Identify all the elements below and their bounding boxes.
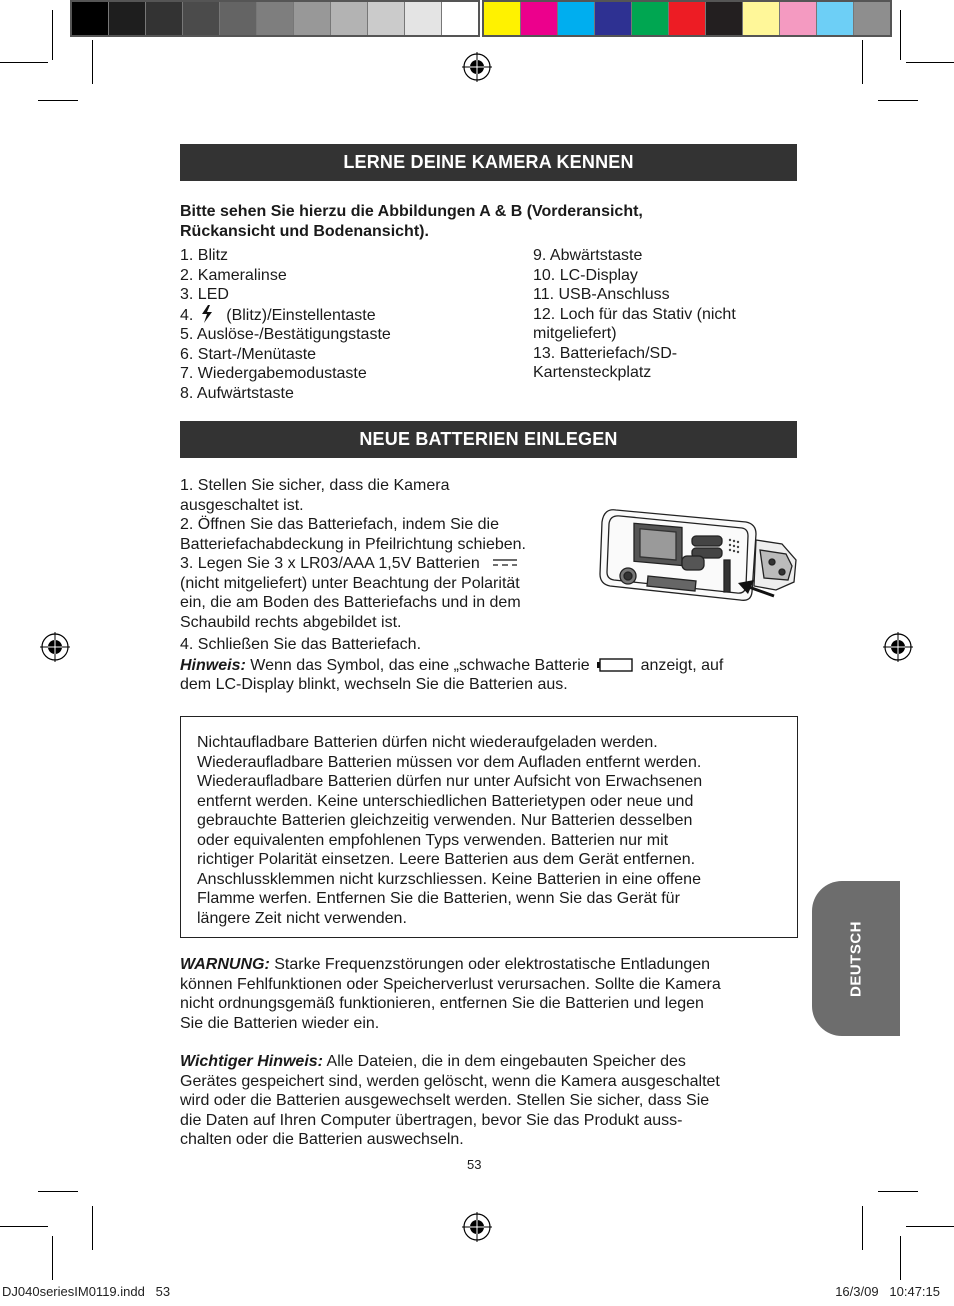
battery-safety-box [180, 716, 798, 938]
crop-mark [92, 1206, 93, 1250]
crop-mark [900, 1236, 901, 1280]
step-line: 4. Schließen Sie das Batteriefach. [180, 636, 422, 653]
language-tab [812, 881, 900, 1036]
step-line: Batteriefachabdeckung in Pfeilrichtung schieben. [180, 535, 526, 553]
color-swatch [557, 2, 594, 35]
crop-mark [38, 1191, 78, 1192]
color-swatch [367, 2, 404, 35]
process-color-bar [482, 0, 892, 37]
safety-line: Nichtaufladbare Batterien dürfen nicht wiederaufgeladen werden. [197, 734, 658, 751]
crop-mark [52, 1236, 53, 1280]
registration-mark-icon [462, 1212, 492, 1242]
safety-line: Wiederaufladbare Batterien dürfen nur unter Aufsicht von Erwachsenen [197, 773, 703, 790]
registration-mark-icon [40, 632, 70, 662]
hint-line: dem LC-Display blinkt, wechseln Sie die Batterien aus. [180, 676, 568, 693]
hint-line [180, 656, 723, 676]
list-item: Kartensteckplatz [533, 364, 652, 381]
step-line: 1. Stellen Sie sicher, dass die Kamera [180, 477, 450, 494]
list-item: 1. Blitz [180, 247, 229, 264]
list-item: 5. Auslöse-/Bestätigungstaste [180, 326, 391, 343]
list-item: mitgeliefert) [533, 325, 617, 342]
important-line: wird oder die Batterien ausgewechselt werden. Stellen Sie sicher, dass Sie [180, 1092, 710, 1109]
warning-paragraph [180, 955, 721, 1033]
step-line: 3. Legen Sie 3 x LR03/AAA 1,5V Batterien [180, 555, 480, 572]
list-item: 2. Kameralinse [180, 266, 287, 284]
list-item: 8. Aufwärtstaste [180, 384, 294, 402]
registration-mark-icon [462, 52, 492, 82]
crop-mark [52, 10, 53, 60]
crop-mark [906, 1226, 954, 1227]
safety-line: Flamme werfen. Entfernen Sie die Batterien, wenn Sie das Gerät für [197, 890, 680, 907]
dc-symbol-icon [492, 557, 518, 567]
color-swatch [816, 2, 853, 35]
flash-icon [200, 305, 214, 323]
footer-timestamp: 16/3/09 10:47:15 [835, 1284, 940, 1299]
color-swatch [293, 2, 330, 35]
color-swatch [853, 2, 890, 35]
crop-mark [878, 100, 918, 101]
language-tab-label: DEUTSCH [847, 920, 865, 998]
section-header-camera: LERNE DEINE KAMERA KENNEN [180, 144, 797, 181]
crop-mark [906, 62, 954, 63]
list-item: 13. Batteriefach/SD- [533, 344, 678, 362]
camera-battery-illustration [596, 500, 802, 606]
warning-line [180, 955, 721, 975]
list-item: 12. Loch für das Stativ (nicht [533, 305, 736, 323]
warning-line: Sie die Batterien wieder ein. [180, 1014, 380, 1032]
color-swatch [779, 2, 816, 35]
low-battery-icon [596, 658, 634, 672]
color-swatch [108, 2, 145, 35]
intro-text [180, 202, 800, 241]
color-swatch [145, 2, 182, 35]
important-line [180, 1052, 720, 1072]
list-item: 9. Abwärtstaste [533, 247, 643, 264]
list-item: 6. Start-/Menütaste [180, 345, 317, 363]
grayscale-color-bar [70, 0, 480, 37]
hint-label: Hinweis: [180, 656, 246, 674]
safety-text [197, 733, 702, 928]
crop-mark [862, 40, 863, 84]
color-swatch [256, 2, 293, 35]
step-line: Schaubild rechts abgebildet ist. [180, 613, 402, 631]
safety-line: Wiederaufladbare Batterien müssen vor dem Aufladen entfernt werden. [197, 753, 702, 771]
hint-text: anzeigt, auf [640, 656, 724, 674]
crop-mark [862, 1206, 863, 1250]
safety-line: längere Zeit nicht verwenden. [197, 909, 407, 927]
color-swatch [520, 2, 557, 35]
color-swatch [631, 2, 668, 35]
crop-mark [900, 10, 901, 60]
crop-mark [38, 100, 78, 101]
color-swatch [705, 2, 742, 35]
intro-line: Bitte sehen Sie hierzu die Abbildungen A & B (Vorderansicht, [180, 203, 643, 220]
important-paragraph [180, 1052, 720, 1150]
color-swatch [484, 2, 520, 35]
parts-list-left [180, 246, 391, 403]
list-item-label: (Blitz)/Einstellentaste [226, 306, 376, 324]
step-line: 2. Öffnen Sie das Batteriefach, indem Sie die [180, 516, 500, 533]
warning-line: können Fehlfunktionen oder Speicherverlust verursachen. Sollte die Kamera [180, 975, 721, 993]
step-line: ausgeschaltet ist. [180, 496, 304, 514]
safety-line: Anschlussklemmen nicht kurzschliessen. Keine Batterien in eine offene [197, 870, 701, 888]
color-swatch [72, 2, 108, 35]
crop-mark [0, 1226, 48, 1227]
step-line: ein, die am Boden des Batteriefachs und in dem [180, 594, 521, 611]
safety-line: entfernt werden. Keine unterschiedlichen Batterietypen oder neue und [197, 792, 694, 810]
safety-line: richtiger Polarität einsetzen. Leere Batterien aus dem Gerät entfernen. [197, 851, 696, 868]
color-swatch [182, 2, 219, 35]
safety-line: gebrauchte Batterien gleichzeitig verwenden. Nur Batterien desselben [197, 812, 693, 829]
color-swatch [441, 2, 478, 35]
list-item-4 [180, 305, 391, 326]
important-text: Alle Dateien, die in dem eingebauten Speicher des [326, 1053, 686, 1070]
section-header-batteries: NEUE BATTERIEN EINLEGEN [180, 421, 797, 458]
important-line: chalten oder die Batterien auswechseln. [180, 1131, 464, 1148]
list-item-number: 4. [180, 306, 194, 324]
hint-text: Wenn das Symbol, das eine „schwache Batterie [250, 656, 590, 674]
color-swatch [668, 2, 705, 35]
important-line: Gerätes gespeichert sind, werden gelöscht, wenn die Kamera ausgeschaltet [180, 1072, 720, 1090]
color-swatch [219, 2, 256, 35]
color-swatch [330, 2, 367, 35]
step-line: (nicht mitgeliefert) unter Beachtung der Polarität [180, 574, 520, 592]
list-item: 7. Wiedergabemodustaste [180, 365, 367, 382]
intro-line: Rückansicht und Bodenansicht). [180, 222, 429, 240]
list-item: 10. LC-Display [533, 266, 638, 284]
important-label: Wichtiger Hinweis: [180, 1053, 323, 1070]
page-number: 53 [467, 1157, 482, 1172]
parts-list-right [533, 246, 736, 383]
footer-filename: DJ040seriesIM0119.indd 53 [2, 1284, 171, 1299]
color-swatch [404, 2, 441, 35]
registration-mark-icon [883, 632, 913, 662]
crop-mark [92, 40, 93, 84]
color-swatch [594, 2, 631, 35]
warning-text: Starke Frequenzstörungen oder elektrostatische Entladungen [274, 956, 711, 973]
list-item: 11. USB-Anschluss [533, 286, 670, 303]
important-line: die Daten auf Ihren Computer übertragen, bevor Sie das Produkt auss- [180, 1111, 683, 1129]
warning-label: WARNUNG: [180, 956, 270, 973]
warning-line: nicht ordnungsgemäß funktionieren, entfernen Sie die Batterien und legen [180, 995, 704, 1012]
crop-mark [878, 1191, 918, 1192]
color-swatch [742, 2, 779, 35]
safety-line: oder equivalenten empfohlenen Typs verwenden. Batterien nur mit [197, 831, 669, 849]
crop-mark [0, 62, 48, 63]
list-item: 3. LED [180, 286, 229, 303]
